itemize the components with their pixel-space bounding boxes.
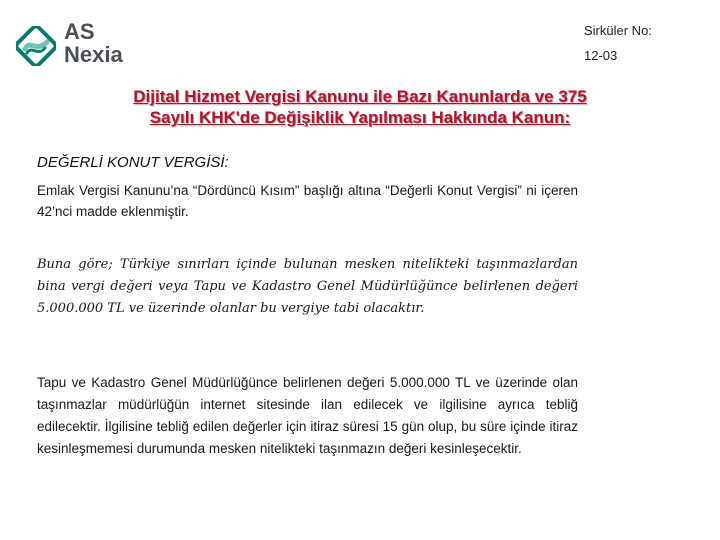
logo-wordmark xyxy=(64,20,123,66)
section-heading: DEĞERLİ KONUT VERGİSİ: xyxy=(37,154,229,171)
title-line-2: Sayılı KHK'de Değişiklik Yapılması Hakkında Kanun: xyxy=(149,108,571,127)
circular-label: Sirküler No: xyxy=(584,23,652,38)
logo-line-2: Nexia xyxy=(64,42,123,67)
paragraph-scope: Buna göre; Türkiye sınırları içinde bulunan mesken nitelikteki taşınmazlardan bina vergi değeri veya Tapu ve Kadastro Genel Müdürlüğünce belirlenen değeri 5.000.000 TL ve üzerinde olanlar bu vergiye tabi olacaktır. xyxy=(37,257,578,316)
page-title xyxy=(34,86,686,128)
logo-line-1: AS xyxy=(64,19,95,44)
circular-number: 12-03 xyxy=(584,48,618,63)
title-line-1: Dijital Hizmet Vergisi Kanunu ile Bazı Kanunlarda ve 375 xyxy=(133,87,587,106)
circular-info xyxy=(584,18,704,68)
paragraph-announcement: Tapu ve Kadastro Genel Müdürlüğünce belirlenen değeri 5.000.000 TL ve üzerinde olan taşınmazlar müdürlüğün internet sitesinde ilan edilecek ve ilgilisine ayrıca tebliğ edilecektir. İlgilisine tebliğ edilen değerler için itiraz süresi 15 gün olup, bu süre içinde itiraz kesinleşmemesi durumunda mesken nitelikteki taşınmazın değeri kesinleşecektir. xyxy=(37,375,578,456)
company-logo xyxy=(16,20,136,74)
paragraph-intro: Emlak Vergisi Kanunu’na “Dördüncü Kısım” başlığı altına “Değerli Konut Vergisi” ni içeren 42’nci madde eklenmiştir. xyxy=(37,183,578,219)
nexia-logo-icon xyxy=(16,26,56,66)
